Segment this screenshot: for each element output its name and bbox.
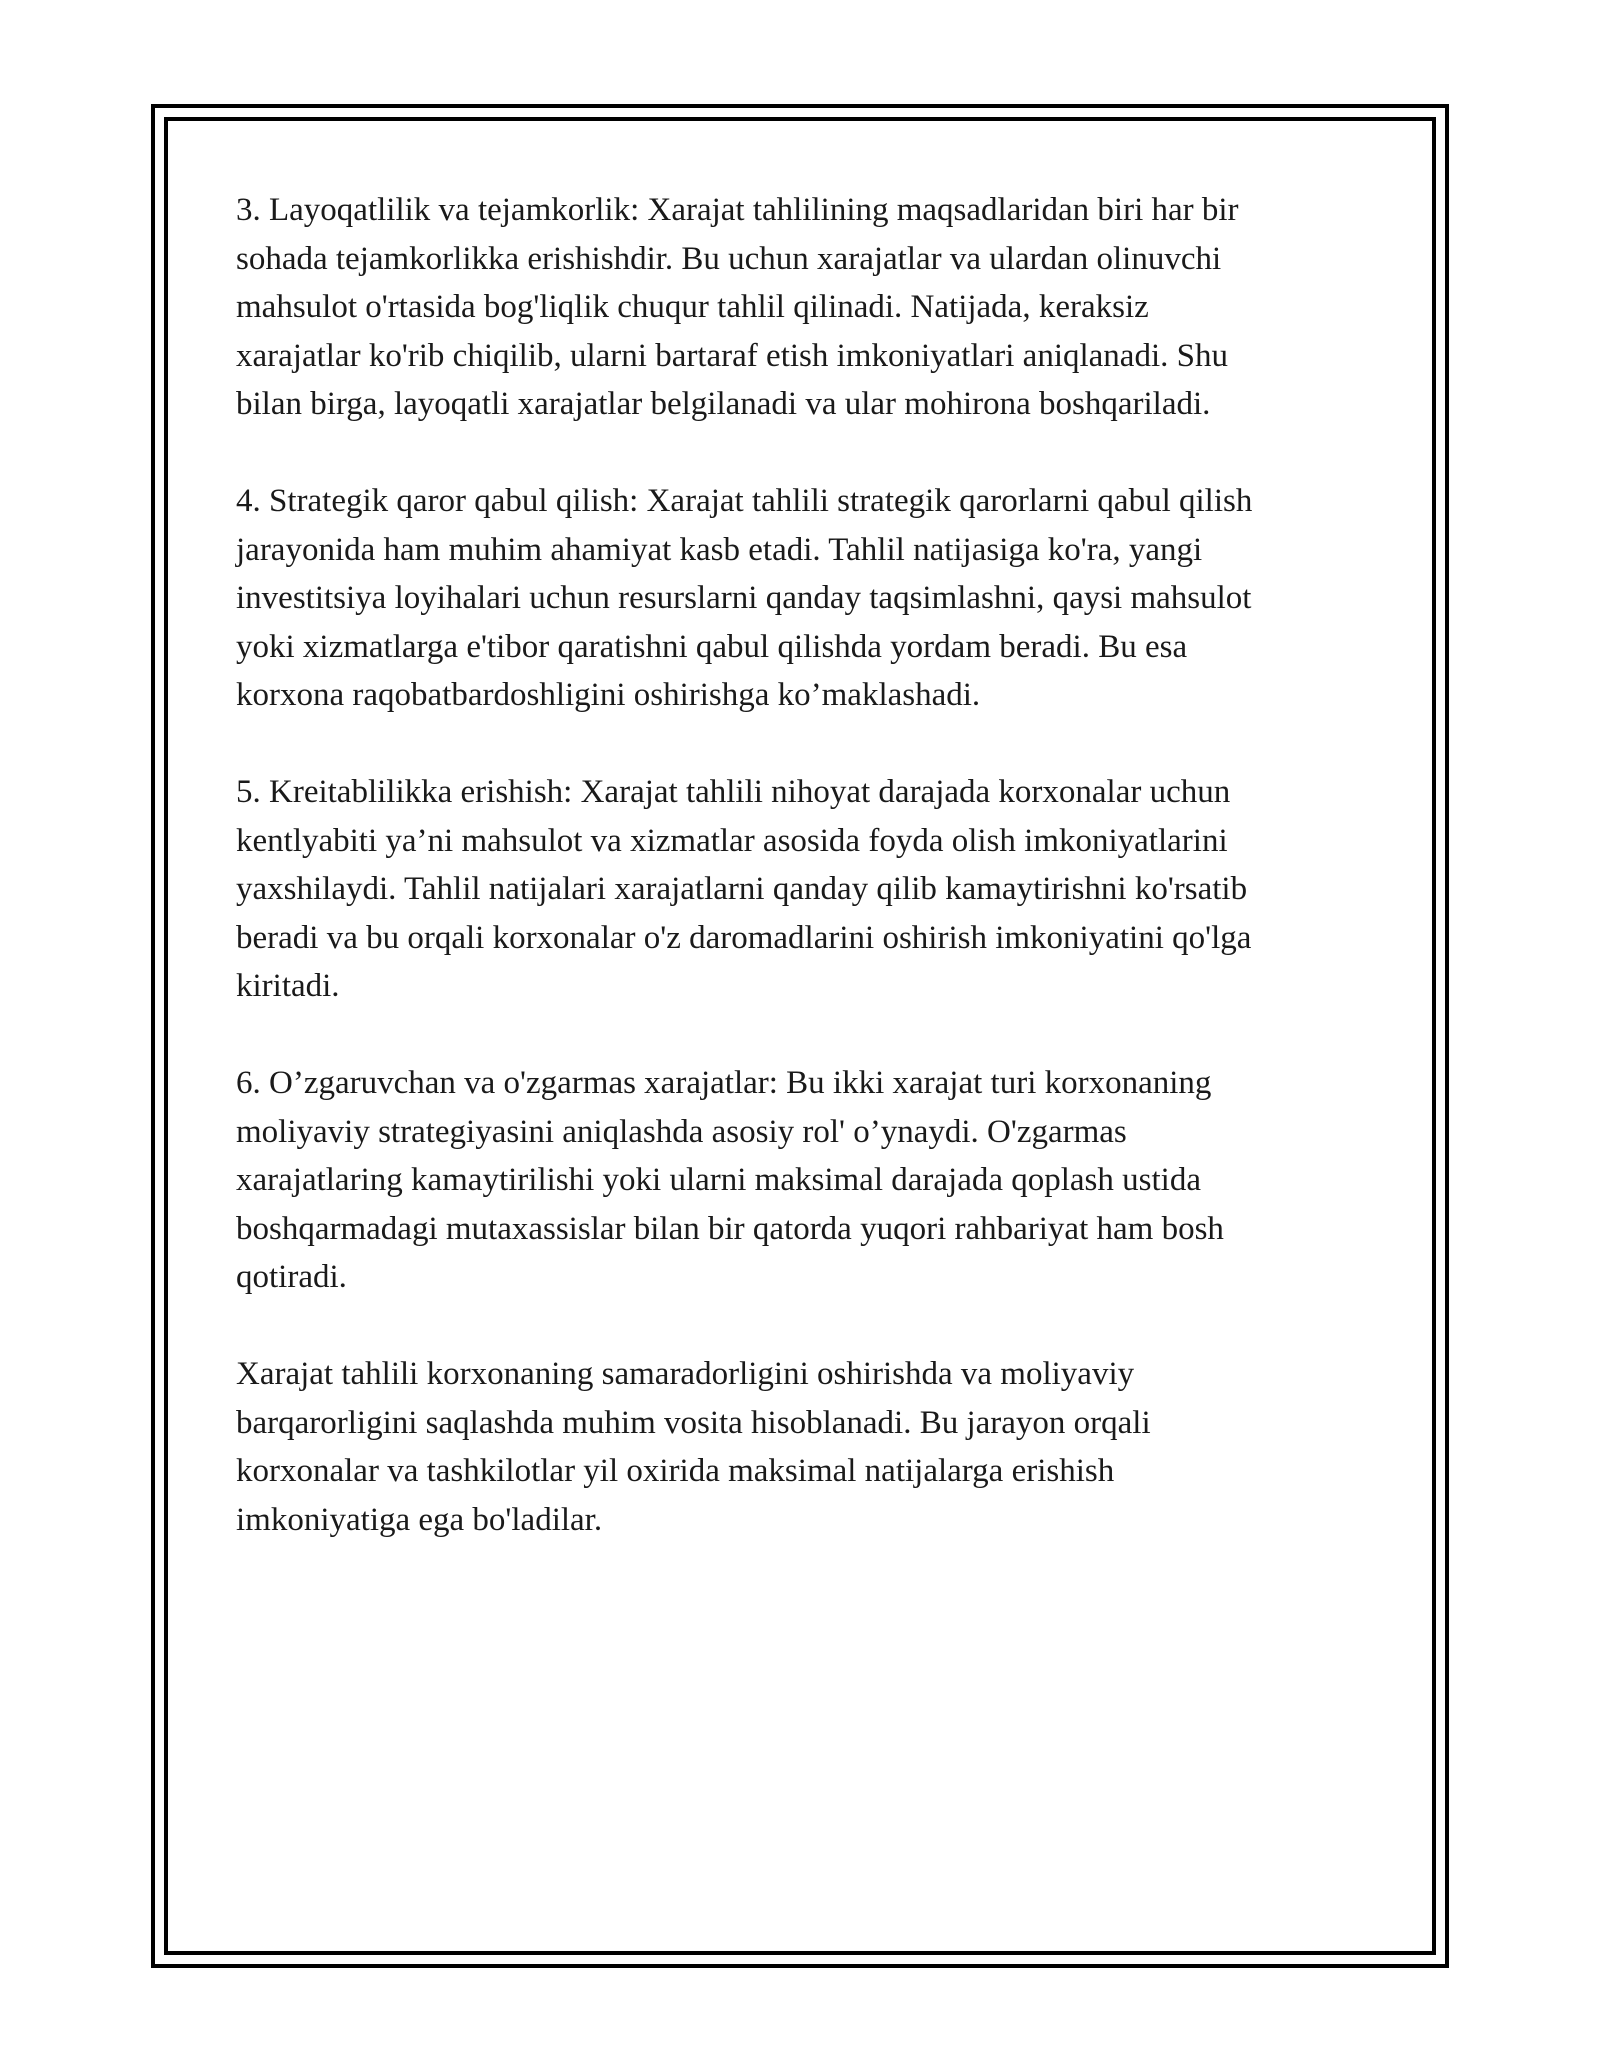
text-line: imkoniyatiga ega bo'ladilar. <box>236 1501 603 1538</box>
text-line: korxonalar va tashkilotlar yil oxirida maksimal natijalarga erishish <box>236 1453 1115 1489</box>
paragraph-ozgaruvchan-xarajatlar <box>236 1059 1386 1302</box>
text-line: 6. O’zgaruvchan va o'zgarmas xarajatlar: Bu ikki xarajat turi korxonaning <box>236 1065 1212 1101</box>
text-line: 4. Strategik qaror qabul qilish: Xarajat tahlili strategik qarorlarni qabul qilish <box>236 483 1253 519</box>
paragraph-conclusion <box>236 1350 1386 1544</box>
text-line: investitsiya loyihalari uchun resurslarni qanday taqsimlashni, qaysi mahsulot <box>236 580 1252 616</box>
text-line: yaxshilaydi. Tahlil natijalari xarajatlarni qanday qilib kamaytirishni ko'rsatib <box>236 871 1248 907</box>
text-line: xarajatlaring kamaytirilishi yoki ularni maksimal darajada qoplash ustida <box>236 1162 1201 1198</box>
text-line: beradi va bu orqali korxonalar o'z daromadlarini oshirish imkoniyatini qo'lga <box>236 919 1252 956</box>
text-line: boshqarmadagi mutaxassislar bilan bir qatorda yuqori rahbariyat ham bosh <box>236 1210 1224 1247</box>
text-line: moliyaviy strategiyasini aniqlashda asosiy rol' o’ynaydi. O'zgarmas <box>236 1113 1127 1150</box>
text-line: xarajatlar ko'rib chiqilib, ularni bartaraf etish imkoniyatlari aniqlanadi. Shu <box>236 337 1228 374</box>
text-line: kiritadi. <box>236 968 340 1004</box>
text-line: qotiradi. <box>236 1259 347 1295</box>
text-line: mahsulot o'rtasida bog'liqlik chuqur tahlil qilinadi. Natijada, keraksiz <box>236 289 1149 325</box>
paragraph-kreitablilik <box>236 768 1386 1011</box>
text-line: bilan birga, layoqatli xarajatlar belgilanadi va ular mohirona boshqariladi. <box>236 386 1211 422</box>
paragraph-strategik-qaror <box>236 477 1386 720</box>
paragraph-layoqatlilik <box>236 186 1386 429</box>
text-line: kentlyabiti ya’ni mahsulot va xizmatlar asosida foyda olish imkoniyatlarini <box>236 822 1228 859</box>
text-line: barqarorligini saqlashda muhim vosita hisoblanadi. Bu jarayon orqali <box>236 1404 1151 1441</box>
text-line: 5. Kreitablilikka erishish: Xarajat tahlili nihoyat darajada korxonalar uchun <box>236 774 1231 810</box>
text-line: korxona raqobatbardoshligini oshirishga ko’maklashadi. <box>236 677 981 713</box>
text-line: 3. Layoqatlilik va tejamkorlik: Xarajat tahlilining maqsadlaridan biri har bir <box>236 192 1239 228</box>
document-body <box>236 186 1386 1593</box>
text-line: yoki xizmatlarga e'tibor qaratishni qabul qilishda yordam beradi. Bu esa <box>236 628 1188 665</box>
text-line: sohada tejamkorlikka erishishdir. Bu uchun xarajatlar va ulardan olinuvchi <box>236 240 1222 277</box>
text-line: Xarajat tahlili korxonaning samaradorligini oshirishda va moliyaviy <box>236 1356 1135 1392</box>
text-line: jarayonida ham muhim ahamiyat kasb etadi. Tahlil natijasiga ko'ra, yangi <box>236 531 1203 568</box>
